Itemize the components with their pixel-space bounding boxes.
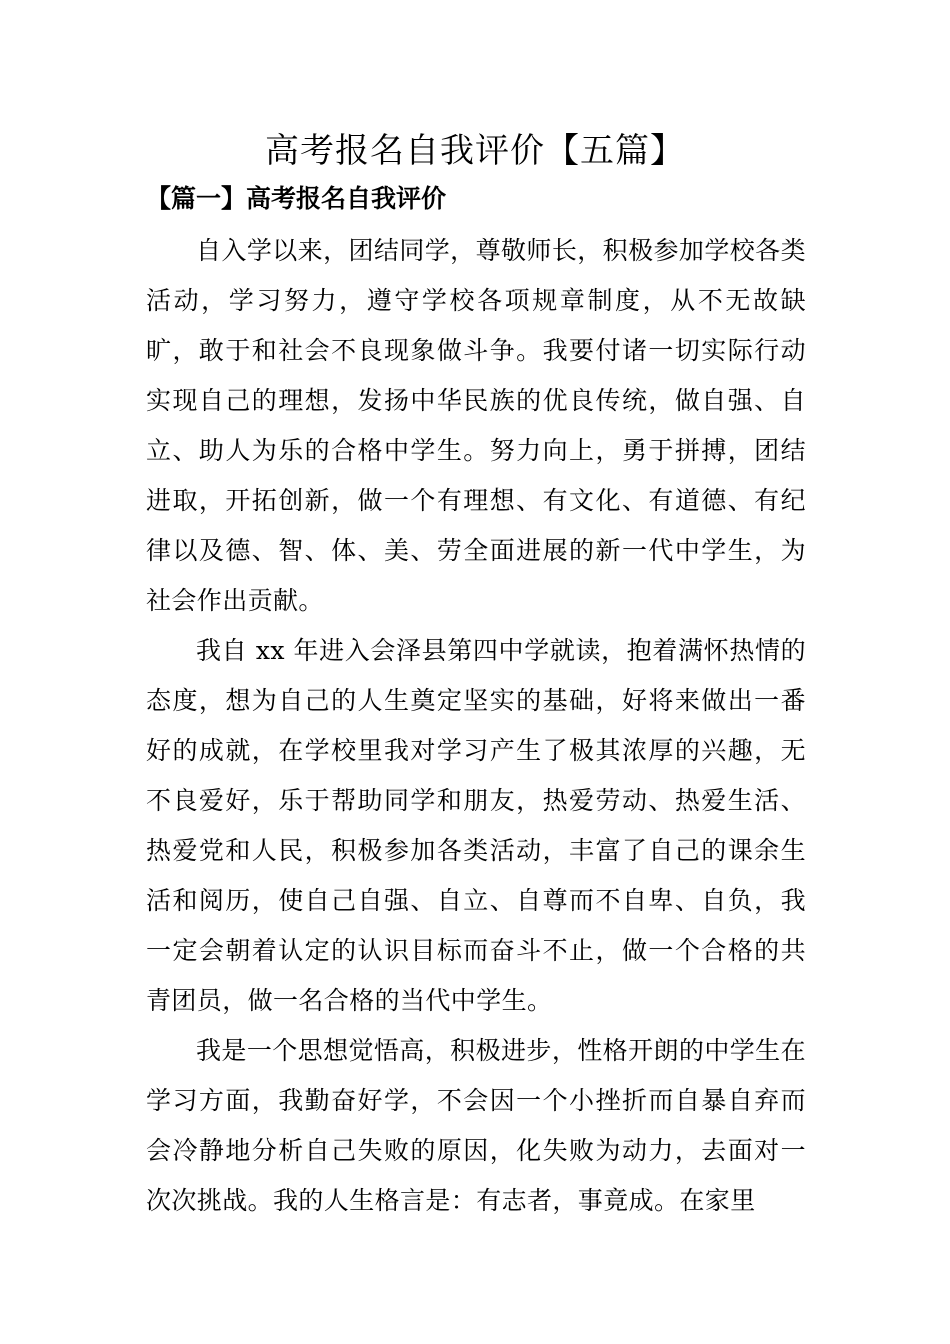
paragraph-2: 我自 xx 年进入会泽县第四中学就读，抱着满怀热情的态度，想为自己的人生奠定坚实的基础，好将来做出一番好的成就，在学校里我对学习产生了极其浓厚的兴趣，无不良爱好，乐于帮助同学和朋友，热爱劳动、热爱生活、热爱党和人民，积极参加各类活动，丰富了自己的课余生活和阅历，使自己自强、自立、自尊而不自卑、自负，我一定会朝着认定的认识目标而奋斗不止，做一个合格的共青团员，做一名合格的当代中学生。 bbox=[146, 636, 806, 1015]
paragraph-1: 自入学以来，团结同学，尊敬师长，积极参加学校各类活动，学习努力，遵守学校各项规章制度，从不无故缺旷，敢于和社会不良现象做斗争。我要付诸一切实际行动实现自己的理想，发扬中华民族的优良传统，做自强、自立、助人为乐的合格中学生。努力向上，勇于拼搏，团结进取，开拓创新，做一个有理想、有文化、有道德、有纪律以及德、智、体、美、劳全面进展的新一代中学生，为社会作出贡献。 bbox=[146, 236, 806, 615]
paragraph-3: 我是一个思想觉悟高，积极进步，性格开朗的中学生在学习方面，我勤奋好学，不会因一个小挫折而自暴自弃而会冷静地分析自己失败的原因，化失败为动力，去面对一次次挑战。我的人生格言是：有志者，事竟成。在家里 bbox=[146, 1036, 806, 1215]
document-body bbox=[146, 226, 806, 1226]
section-heading: 【篇一】高考报名自我评价 bbox=[146, 184, 447, 213]
document-title: 高考报名自我评价【五篇】 bbox=[265, 131, 685, 171]
